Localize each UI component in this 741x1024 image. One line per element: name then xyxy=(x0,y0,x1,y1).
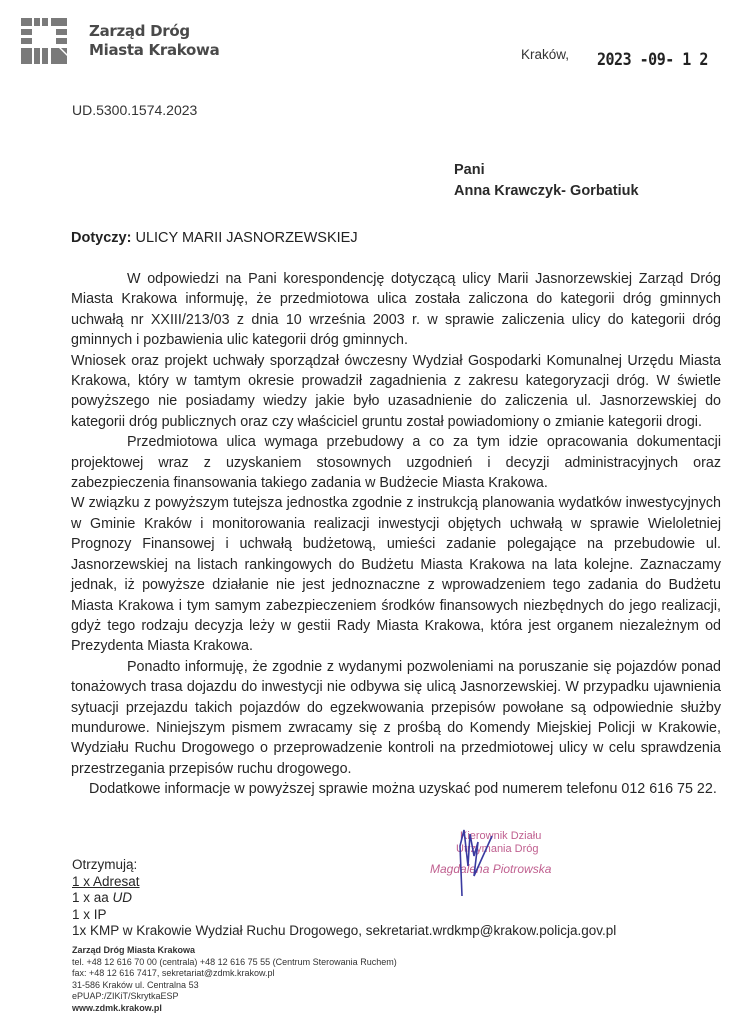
recipient-item: 1x KMP w Krakowie Wydział Ruchu Drogowego, sekretariat.wrdkmp@krakow.policja.gov.pl xyxy=(72,923,617,938)
signature-title-line1: Kierownik Działu xyxy=(460,830,542,842)
recipients-heading: Otrzymują: xyxy=(72,857,138,872)
org-name-line2: Miasta Krakowa xyxy=(89,41,220,59)
paragraph-2: Wniosek oraz projekt uchwały sporządzał ówczesny Wydział Gospodarki Komunalnej Urzędu Miasta Krakowa, który w tamtym okresie prowadził zagadnienia z zakresu kategoryzacji dróg. W świetle powyższego nie posiadamy wiedzy jakie było uzasadnienie do zaliczenia ul. Jasnorzewskiej do kategorii dróg publicznych oraz czy właściciel gruntu został powiadomiony o zmianie kategorii drogi. xyxy=(71,352,721,430)
signature-title-line2: Utrzymania Dróg xyxy=(456,843,539,855)
subject-label: Dotyczy: xyxy=(71,230,132,246)
paragraph-5: Ponadto informuję, że zgodnie z wydanymi pozwoleniami na poruszanie się pojazdów ponad tonażowych trasa dojazdu do inwestycji nie odbywa się ulicą Jasnorzewskiej. W przypadku ujawnienia sytuacji przejazdu takich pojazdów do egzekwowania przepisów powołane są odpowiednie służby mundurowe. Niniejszym pismem zwracamy się z prośbą do Komendy Miejskiej Policji w Krakowie, Wydziału Ruchu Drogowego o przeprowadzenie kontroli na przedmiotowej ulicy w celu sprawdzenia przestrzegania przepisów ruchu drogowego. xyxy=(71,658,721,777)
paragraph-4: W związku z powyższym tutejsza jednostka zgodnie z instrukcją planowania wydatków inwestycyjnych w Gminie Kraków i monitorowania realizacji inwestycji objętych uchwałą w sprawie Wieloletniej Prognozy Finansowej i uchwałą budżetową, umieści zadanie polegające na przebudowie ul. Jasnorzewskiej na listach rankingowych do Budżetu Miasta Krakowa na lata kolejne. Zaznaczamy jednak, iż powyższe działanie nie jest jednoznaczne z wprowadzeniem tego zadania do Budżetu Miasta Krakowa i tym samym zabezpieczeniem środków finansowych niezbędnych do jego realizacji, gdyż tego rodzaju decyzja leży w gestii Rady Miasta Krakowa, która jest organem niezależnym od Prezydenta Miasta Krakowa. xyxy=(71,495,721,655)
footer-fax: fax: +48 12 616 7417, sekretariat@zdmk.krakow.pl xyxy=(72,968,275,978)
recipient-item: 1 x aa UD xyxy=(72,890,133,905)
footer-org: Zarząd Dróg Miasta Krakowa xyxy=(72,945,196,955)
recipient-salutation: Pani xyxy=(454,162,485,178)
recipient-item: 1 x IP xyxy=(72,906,107,922)
subject-line xyxy=(71,230,358,246)
paragraph-3: Przedmiotowa ulica wymaga przebudowy a co za tym idzie opracowania dokumentacji projektowej wraz z uzyskaniem stosownych uzgodnień i decyzji administracyjnych oraz zabezpieczenia finansowania takiego zadania w Budżecie Miasta Krakowa. xyxy=(71,434,721,492)
signature-name: Magdalena Piotrowska xyxy=(430,862,552,876)
organization-name xyxy=(89,22,219,60)
footer-address: 31-586 Kraków ul. Centralna 53 xyxy=(72,979,199,990)
zdmk-grid-logo-icon xyxy=(21,18,67,64)
footer-epuap: ePUAP:/ZIKiT/SkrytkaESP xyxy=(72,991,179,1001)
paragraph-6: Dodatkowe informacje w powyższej sprawie można uzyskać pod numerem telefonu 012 616 75 22. xyxy=(89,781,717,798)
subject-text: ULICY MARII JASNORZEWSKIEJ xyxy=(135,230,358,246)
recipient-block xyxy=(454,160,639,202)
letter-body xyxy=(71,269,721,800)
recipient-item: 1 x Adresat xyxy=(72,873,140,889)
place: Kraków, xyxy=(521,47,570,62)
paragraph-1: W odpowiedzi na Pani korespondencję dotyczącą ulicy Marii Jasnorzewskiej Zarząd Dróg Miasta Krakowa informuję, że przedmiotowa ulica została zaliczona do kategorii dróg gminnych uchwałą nr XXIII/213/03 z dnia 10 września 2003 r. w sprawie zaliczenia ulicy do kategorii dróg gminnych i pozbawienia ulic kategorii dróg gminnych. xyxy=(71,271,721,349)
footer-contact xyxy=(72,945,397,1014)
org-name-line1: Zarząd Dróg xyxy=(89,22,190,40)
footer-website: www.zdmk.krakow.pl xyxy=(72,1002,162,1013)
date-stamp: 2023 -09- 1 2 xyxy=(597,48,708,70)
recipients-list xyxy=(72,857,616,940)
reference-number: UD.5300.1574.2023 xyxy=(72,102,198,118)
recipient-name: Anna Krawczyk- Gorbatiuk xyxy=(454,183,639,199)
footer-phones: tel. +48 12 616 70 00 (centrala) +48 12 616 75 55 (Centrum Sterowania Ruchem) xyxy=(72,956,397,967)
